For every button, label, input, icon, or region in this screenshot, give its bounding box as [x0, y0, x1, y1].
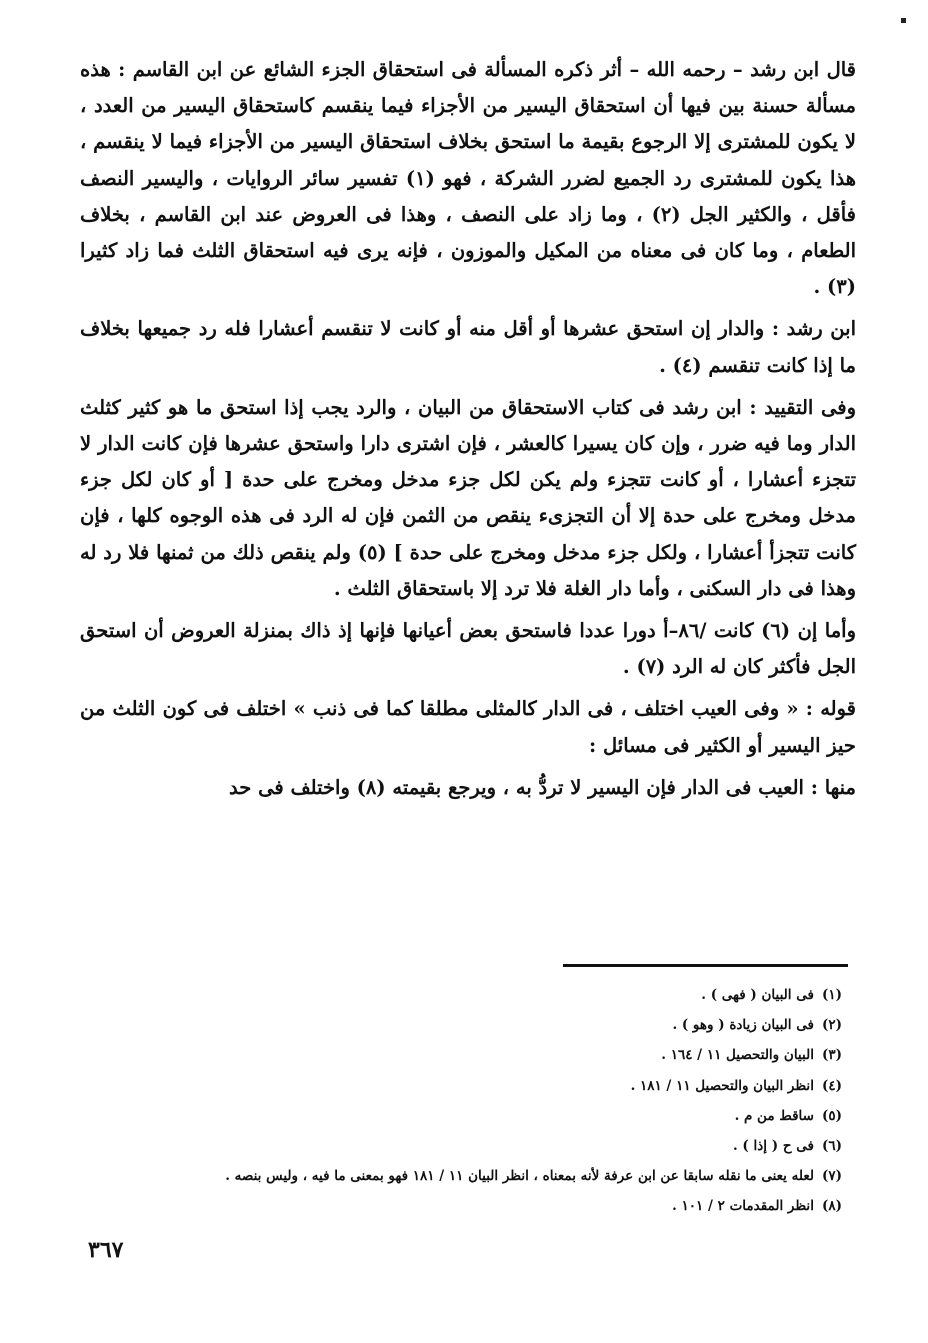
- footnote-text: فى البيان ( فهى ) .: [701, 987, 814, 1003]
- footnote-number: (٦): [821, 1138, 842, 1155]
- footnote: [100, 1010, 842, 1040]
- footnote-number: (١): [821, 987, 842, 1003]
- paragraph: وأما إن (٦) كانت /٨٦–أ دورا عددا فاستحق بعض أعيانها فإنها إذ ذاك بمنزلة العروض أن استحق الجل فأكثر كان له الرد (٧) .: [80, 619, 857, 679]
- footnote: [100, 1101, 842, 1131]
- footnote: [100, 1161, 842, 1191]
- footnote-number: (٧): [821, 1168, 842, 1185]
- footnote-text: انظر البيان والتحصيل ١١ / ١٨١ .: [630, 1077, 814, 1094]
- scan-mark: [901, 18, 906, 23]
- paragraph: وفى التقييد : ابن رشد فى كتاب الاستحقاق من البيان ، والرد يجب إذا استحق ما هو كثير كثلث الدار وما فيه ضرر ، وإن كان يسيرا كالعشر ، فإن اشترى دارا واستحق عشرها فإن كانت الدار لا تتجزء أعشارا ، أو كانت تتجزء ولم يكن لكل جزء مدخل ومخرج على حدة [ أو كان لكل جزء مدخل ومخرج على حدة إلا أن التجزىء ينقص من الثمن فإن له الرد فى هذه الوجوه كلها ، فإن كانت تتجزأ أعشارا ، ولكل جزء مدخل ومخرج على حدة ] (٥) ولم ينقص ذلك من ثمنها فلا رد له وهذا فى دار السكنى ، وأما دار الغلة فلا ترد إلا باستحقاق الثلث .: [80, 395, 856, 600]
- paragraph: قوله : « وفى العيب اختلف ، فى الدار كالمثلى مطلقا كما فى ذنب » اختلف فى كون الثلث من حيز اليسير أو الكثير فى مسائل :: [80, 697, 856, 757]
- paragraph: قال ابن رشد – رحمه الله – أثر ذكره المسألة فى استحقاق الجزء الشائع عن ابن القاسم : هذه مسألة حسنة بين فيها أن استحقاق اليسير من الأجزاء فيما ينقسم كاستحقاق اليسير من العدد ، لا يكون للمشترى إلا الرجوع بقيمة ما استحق بخلاف استحقاق اليسير من الأجزاء فيما لا ينقسم ، هذا يكون للمشترى رد الجميع لضرر الشركة ، فهو (١) تفسير سائر الروايات ، واليسير النصف فأقل ، والكثير الجل (٢) ، وما زاد على النصف ، وهذا فى العروض عند ابن القاسم ، بخلاف الطعام ، وما كان فى معناه من المكيل والموزون ، فإنه يرى فيه استحقاق الثلث فما زاد كثيرا (٣) .: [80, 58, 856, 299]
- footnote-number: (٤): [821, 1077, 842, 1094]
- footnote: [100, 1191, 842, 1221]
- footnote-text: انظر المقدمات ٢ / ١٠١ .: [672, 1198, 814, 1215]
- footnote-number: (٢): [821, 1017, 842, 1034]
- main-text: [80, 52, 856, 812]
- page-number: ٣٦٧: [88, 1237, 124, 1263]
- footnote: [100, 980, 842, 1010]
- footnote-text: فى البيان زيادة ( وهو ) .: [672, 1017, 814, 1034]
- footnote-number: (٣): [821, 1047, 842, 1064]
- footnote-number: (٨): [821, 1198, 842, 1215]
- footnote-separator: [563, 964, 848, 967]
- paragraph: منها : العيب فى الدار فإن اليسير لا تردُّ به ، ويرجع بقيمته (٨) واختلف فى حد: [229, 775, 856, 799]
- footnote-text: فى ح ( إذا ) .: [733, 1138, 814, 1155]
- footnote-text: ساقط من م .: [734, 1107, 814, 1124]
- footnote: [100, 1131, 842, 1161]
- footnote-text: البيان والتحصيل ١١ / ١٦٤ .: [661, 1047, 814, 1064]
- paragraph: ابن رشد : والدار إن استحق عشرها أو أقل منه أو كانت لا تنقسم أعشارا فله رد جميعها بخلاف ما إذا كانت تنقسم (٤) .: [80, 317, 856, 377]
- footnote: [100, 1071, 842, 1101]
- footnotes: [100, 980, 842, 1222]
- footnote-text: لعله يعنى ما نقله سابقا عن ابن عرفة لأنه بمعناه ، انظر البيان ١١ / ١٨١ فهو بمعنى ما فيه ، وليس بنصه .: [225, 1168, 814, 1185]
- footnote-number: (٥): [821, 1107, 842, 1124]
- footnote: [100, 1040, 842, 1070]
